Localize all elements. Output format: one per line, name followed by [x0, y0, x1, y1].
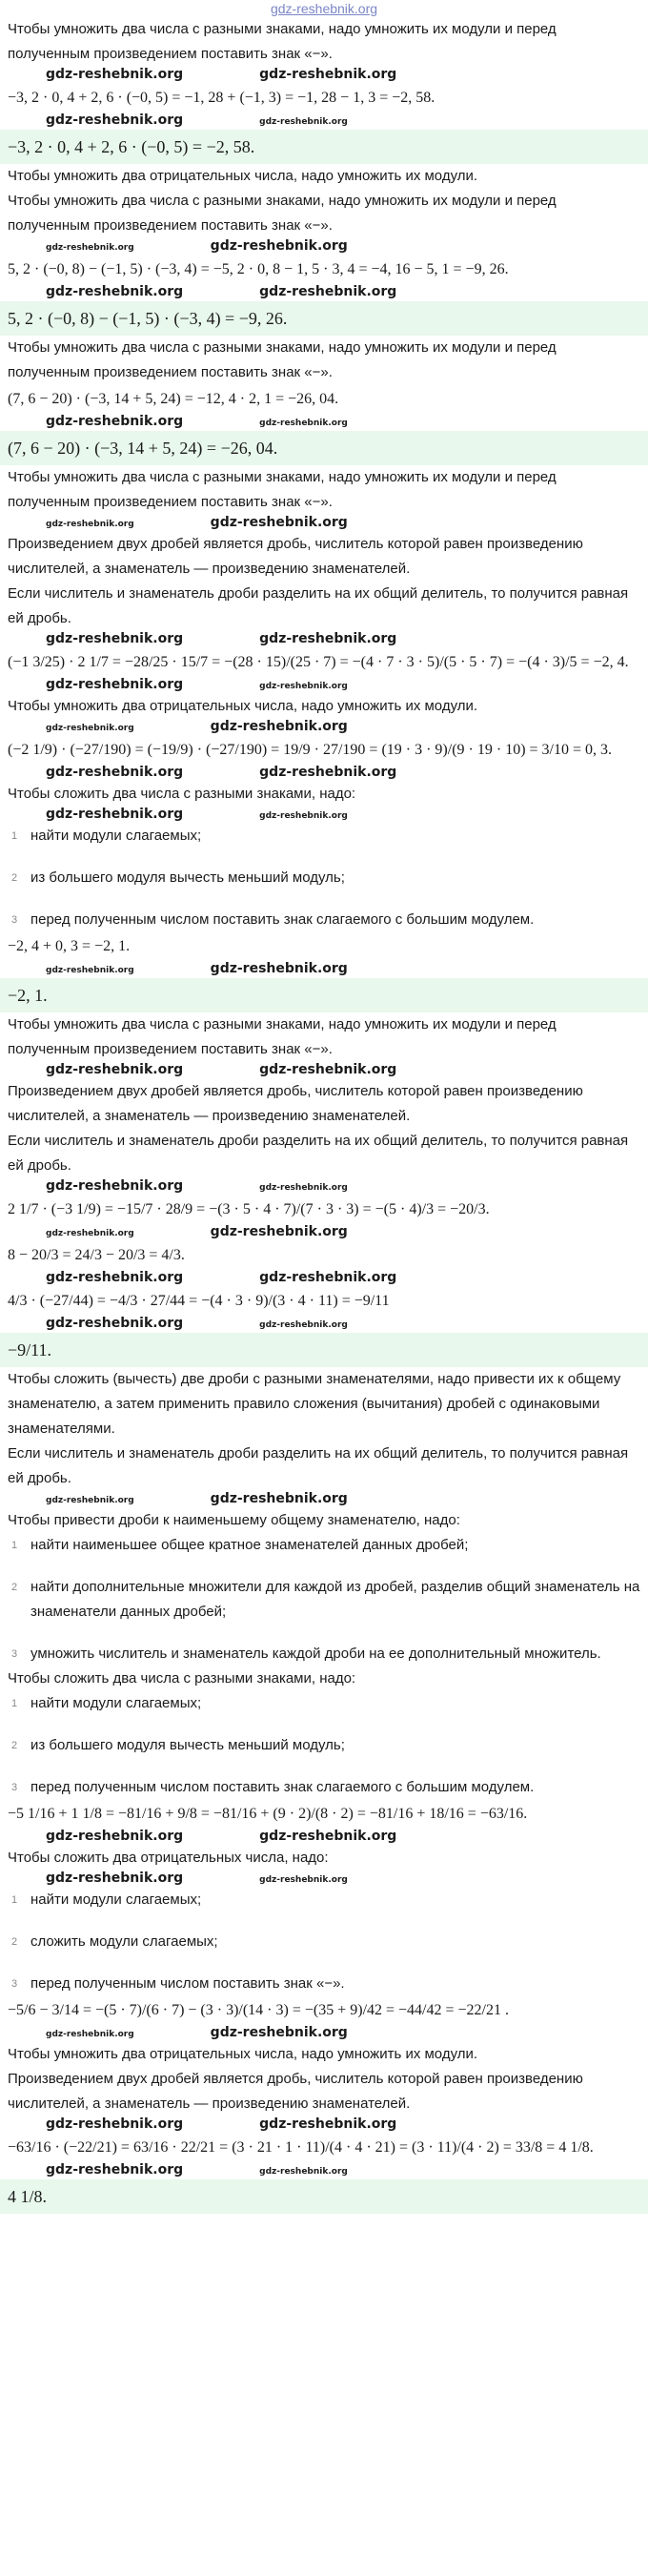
math-expression: −63/16 · (−22/21) = 63/16 · 22/21 = (3 · 21 · 1 · 11)/(4 · 4 · 21) = (3 · 11)/(4 · 2) = 33/8 = 4 1/8.	[8, 2139, 594, 2156]
list-item	[8, 1533, 640, 1558]
watermark-text: gdz-reshebnik.org	[46, 1871, 184, 1886]
list-item	[8, 1930, 640, 1954]
watermark-text: gdz-reshebnik.org	[259, 682, 348, 691]
watermark-text: gdz-reshebnik.org	[46, 284, 184, 299]
watermark-text: gdz-reshebnik.org	[46, 1062, 184, 1077]
watermark-row	[8, 2162, 640, 2179]
list-item-number: 1	[11, 1698, 18, 1709]
math-expression: 2 1/7 · (−3 1/9) = −15/7 · 28/9 = −(3 · 5 · 4 · 7)/(7 · 3 · 3) = −(5 · 4)/3 = −20/3.	[8, 1201, 490, 1217]
math-expression: −5 1/16 + 1 1/8 = −81/16 + 9/8 = −81/16 + (9 · 2)/(8 · 2) = −81/16 + 18/16 = −63/16.	[8, 1806, 528, 1822]
watermark-text: gdz-reshebnik.org	[46, 2162, 184, 2177]
watermark-row	[8, 1316, 640, 1333]
watermark-text: gdz-reshebnik.org	[46, 1316, 184, 1331]
explanation-text: Чтобы умножить два числа с разными знаками, надо умножить их модули и перед полученным произведением поставить знак «−».	[8, 1016, 557, 1057]
list-item-number: 3	[11, 1782, 18, 1793]
math-expression: 8 − 20/3 = 24/3 − 20/3 = 4/3.	[8, 1247, 185, 1263]
watermark-row	[8, 515, 640, 532]
watermark-row	[8, 765, 640, 782]
list-item	[8, 1972, 640, 1996]
watermark-row	[8, 1829, 640, 1846]
list-item-text: умножить числитель и знаменатель каждой дроби на ее дополнительный множитель.	[30, 1646, 601, 1662]
list-item-text: перед полученным числом поставить знак «−».	[30, 1975, 345, 1992]
watermark-text: gdz-reshebnik.org	[46, 966, 134, 975]
list-item-text: найти модули слагаемых;	[30, 828, 202, 844]
watermark-text: gdz-reshebnik.org	[259, 631, 397, 646]
watermark-row	[8, 1062, 640, 1079]
answer-highlight: (7, 6 − 20) · (−3, 14 + 5, 24) = −26, 04.	[0, 431, 648, 465]
list-item-number: 3	[11, 914, 18, 926]
list-item-text: перед полученным числом поставить знак слагаемого с большим модулем.	[30, 1779, 535, 1795]
watermark-text: gdz-reshebnik.org	[259, 1062, 397, 1077]
watermark-text: gdz-reshebnik.org	[259, 1183, 348, 1193]
answer-highlight: −2, 1.	[0, 978, 648, 1012]
watermark-row	[8, 1491, 640, 1508]
explanation-text: Чтобы сложить два числа с разными знаками, надо:	[8, 1670, 356, 1687]
list-item	[8, 1642, 640, 1666]
explanation-text: Чтобы привести дроби к наименьшему общему знаменателю, надо:	[8, 1512, 460, 1528]
watermark-row	[8, 284, 640, 301]
explanation-text: Чтобы умножить два отрицательных числа, надо умножить их модули.	[8, 2046, 478, 2062]
list-item-text: найти модули слагаемых;	[30, 1891, 202, 1908]
watermark-row	[8, 1270, 640, 1287]
math-expression: −5/6 − 3/14 = −(5 · 7)/(6 · 7) − (3 · 3)/(14 · 3) = −(35 + 9)/42 = −44/42 = −22/21 .	[8, 2002, 509, 2018]
watermark-row	[8, 1224, 640, 1241]
watermark-row	[8, 2116, 640, 2134]
watermark-text: gdz-reshebnik.org	[259, 284, 397, 299]
watermark-text: gdz-reshebnik.org	[210, 515, 348, 530]
math-expression: −3, 2 · 0, 4 + 2, 6 · (−0, 5) = −1, 28 + (−1, 3) = −1, 28 − 1, 3 = −2, 58.	[8, 90, 435, 106]
watermark-row	[8, 631, 640, 648]
explanation-text: Чтобы умножить два отрицательных числа, надо умножить их модули.	[8, 168, 478, 184]
explanation-text: Чтобы умножить два числа с разными знаками, надо умножить их модули и перед полученным произведением поставить знак «−».	[8, 469, 557, 510]
explanation-text: Чтобы умножить два числа с разными знаками, надо умножить их модули и перед полученным произведением поставить знак «−».	[8, 193, 557, 234]
watermark-text: gdz-reshebnik.org	[210, 719, 348, 734]
math-expression: (−1 3/25) · 2 1/7 = −28/25 · 15/7 = −(28 · 15)/(25 · 7) = −(4 · 7 · 3 · 5)/(5 · 5 · 7) = −(4 · 3)/5 = −2, 4.	[8, 654, 629, 670]
watermark-text: gdz-reshebnik.org	[259, 1829, 397, 1844]
math-expression: −2, 4 + 0, 3 = −2, 1.	[8, 938, 131, 954]
list-item-number: 3	[11, 1978, 18, 1990]
watermark-text: gdz-reshebnik.org	[210, 2025, 348, 2040]
math-expression: 4/3 · (−27/44) = −4/3 · 27/44 = −(4 · 3 · 9)/(3 · 4 · 11) = −9/11	[8, 1293, 390, 1309]
watermark-text: gdz-reshebnik.org	[46, 724, 134, 733]
list-item	[8, 866, 640, 890]
watermark-text: gdz-reshebnik.org	[46, 2030, 134, 2039]
list-item-text: найти модули слагаемых;	[30, 1695, 202, 1711]
watermark-text: gdz-reshebnik.org	[46, 1178, 184, 1194]
watermark-text: gdz-reshebnik.org	[46, 765, 184, 780]
watermark-text: gdz-reshebnik.org	[259, 1320, 348, 1330]
watermark-text: gdz-reshebnik.org	[259, 2167, 348, 2177]
steps-list	[8, 1533, 640, 1666]
watermark-text: gdz-reshebnik.org	[46, 1270, 184, 1285]
list-item-text: из большего модуля вычесть меньший модуль;	[30, 869, 345, 886]
watermark-text: gdz-reshebnik.org	[46, 807, 184, 822]
watermark-row	[8, 1871, 640, 1888]
explanation-text: Если числитель и знаменатель дроби разделить на их общий делитель, то получится равная ей дробь.	[8, 1445, 629, 1486]
explanation-text: Чтобы сложить два отрицательных числа, надо:	[8, 1850, 329, 1866]
watermark-text: gdz-reshebnik.org	[46, 677, 184, 692]
site-title-link[interactable]: gdz-reshebnik.org	[270, 1, 378, 16]
steps-list	[8, 824, 640, 932]
watermark-row	[8, 719, 640, 736]
list-item-number: 1	[11, 830, 18, 842]
list-item-number: 3	[11, 1648, 18, 1660]
solution-content	[8, 17, 640, 2214]
watermark-text: gdz-reshebnik.org	[46, 1496, 134, 1505]
list-item-text: перед полученным числом поставить знак слагаемого с большим модулем.	[30, 911, 535, 928]
watermark-text: gdz-reshebnik.org	[259, 765, 397, 780]
watermark-row	[8, 677, 640, 694]
watermark-text: gdz-reshebnik.org	[210, 238, 348, 254]
list-item	[8, 908, 640, 932]
list-item	[8, 1733, 640, 1758]
watermark-text: gdz-reshebnik.org	[46, 520, 134, 529]
watermark-row	[8, 2025, 640, 2042]
list-item	[8, 1691, 640, 1716]
watermark-row	[8, 67, 640, 84]
list-item-number: 2	[11, 1740, 18, 1751]
watermark-text: gdz-reshebnik.org	[46, 1829, 184, 1844]
list-item	[8, 1575, 640, 1625]
explanation-text: Произведением двух дробей является дробь, числитель которой равен произведению числителей, а знаменатель — произведению знаменателей.	[8, 536, 583, 577]
list-item-number: 2	[11, 1582, 18, 1593]
watermark-row	[8, 807, 640, 824]
watermark-text: gdz-reshebnik.org	[259, 2116, 397, 2132]
watermark-row	[8, 238, 640, 256]
list-item-number: 2	[11, 1936, 18, 1948]
list-item-text: найти дополнительные множители для каждой из дробей, разделив общий знаменатель на знаменатели данных дробей;	[30, 1579, 640, 1620]
explanation-text: Чтобы сложить два числа с разными знаками, надо:	[8, 786, 356, 802]
explanation-text: Если числитель и знаменатель дроби разделить на их общий делитель, то получится равная ей дробь.	[8, 585, 629, 626]
watermark-text: gdz-reshebnik.org	[46, 67, 184, 82]
watermark-text: gdz-reshebnik.org	[46, 414, 184, 429]
list-item-text: найти наименьшее общее кратное знаменателей данных дробей;	[30, 1537, 469, 1553]
answer-highlight: 5, 2 · (−0, 8) − (−1, 5) · (−3, 4) = −9, 26.	[0, 301, 648, 336]
watermark-text: gdz-reshebnik.org	[259, 1270, 397, 1285]
watermark-text: gdz-reshebnik.org	[46, 243, 134, 253]
watermark-text: gdz-reshebnik.org	[46, 631, 184, 646]
math-expression: (7, 6 − 20) · (−3, 14 + 5, 24) = −12, 4 · 2, 1 = −26, 04.	[8, 391, 339, 407]
watermark-text: gdz-reshebnik.org	[210, 1491, 348, 1506]
list-item-text: сложить модули слагаемых;	[30, 1933, 218, 1950]
answer-highlight: −9/11.	[0, 1333, 648, 1367]
explanation-text: Чтобы сложить (вычесть) две дроби с разными знаменателями, надо привести их к общему знаменателю, а затем применить правило сложения (вычитания) дробей с одинаковыми знаменателями.	[8, 1371, 621, 1437]
list-item-text: из большего модуля вычесть меньший модуль;	[30, 1737, 345, 1753]
watermark-text: gdz-reshebnik.org	[259, 1875, 348, 1885]
watermark-text: gdz-reshebnik.org	[210, 961, 348, 976]
list-item-number: 2	[11, 872, 18, 884]
explanation-text: Чтобы умножить два числа с разными знаками, надо умножить их модули и перед полученным произведением поставить знак «−».	[8, 21, 557, 62]
watermark-text: gdz-reshebnik.org	[259, 67, 397, 82]
watermark-text: gdz-reshebnik.org	[46, 1229, 134, 1238]
list-item	[8, 824, 640, 848]
list-item-number: 1	[11, 1540, 18, 1551]
math-expression: (−2 1/9) · (−27/190) = (−19/9) · (−27/190) = 19/9 · 27/190 = (19 · 3 · 9)/(9 · 19 · 10) = 3/10 = 0, 3.	[8, 742, 613, 758]
explanation-text: Чтобы умножить два отрицательных числа, надо умножить их модули.	[8, 698, 478, 714]
watermark-text: gdz-reshebnik.org	[210, 1224, 348, 1239]
watermark-text: gdz-reshebnik.org	[46, 112, 184, 128]
explanation-text: Если числитель и знаменатель дроби разделить на их общий делитель, то получится равная ей дробь.	[8, 1133, 629, 1174]
explanation-text: Произведением двух дробей является дробь, числитель которой равен произведению числителей, а знаменатель — произведению знаменателей.	[8, 1083, 583, 1124]
list-item	[8, 1888, 640, 1912]
answer-highlight: 4 1/8.	[0, 2179, 648, 2214]
watermark-row	[8, 961, 640, 978]
watermark-text: gdz-reshebnik.org	[259, 117, 348, 127]
math-expression: 5, 2 · (−0, 8) − (−1, 5) · (−3, 4) = −5, 2 · 0, 8 − 1, 5 · 3, 4 = −4, 16 − 5, 1 = −9, 26.	[8, 261, 509, 277]
watermark-text: gdz-reshebnik.org	[259, 811, 348, 821]
watermark-text: gdz-reshebnik.org	[46, 2116, 184, 2132]
list-item	[8, 1775, 640, 1800]
explanation-text: Чтобы умножить два числа с разными знаками, надо умножить их модули и перед полученным произведением поставить знак «−».	[8, 339, 557, 380]
list-item-number: 1	[11, 1894, 18, 1906]
watermark-row	[8, 414, 640, 431]
watermark-row	[8, 112, 640, 130]
watermark-text: gdz-reshebnik.org	[259, 419, 348, 428]
explanation-text: Произведением двух дробей является дробь, числитель которой равен произведению числителей, а знаменатель — произведению знаменателей.	[8, 2071, 583, 2112]
steps-list	[8, 1888, 640, 1996]
answer-highlight: −3, 2 · 0, 4 + 2, 6 · (−0, 5) = −2, 58.	[0, 130, 648, 164]
steps-list	[8, 1691, 640, 1800]
watermark-row	[8, 1178, 640, 1196]
